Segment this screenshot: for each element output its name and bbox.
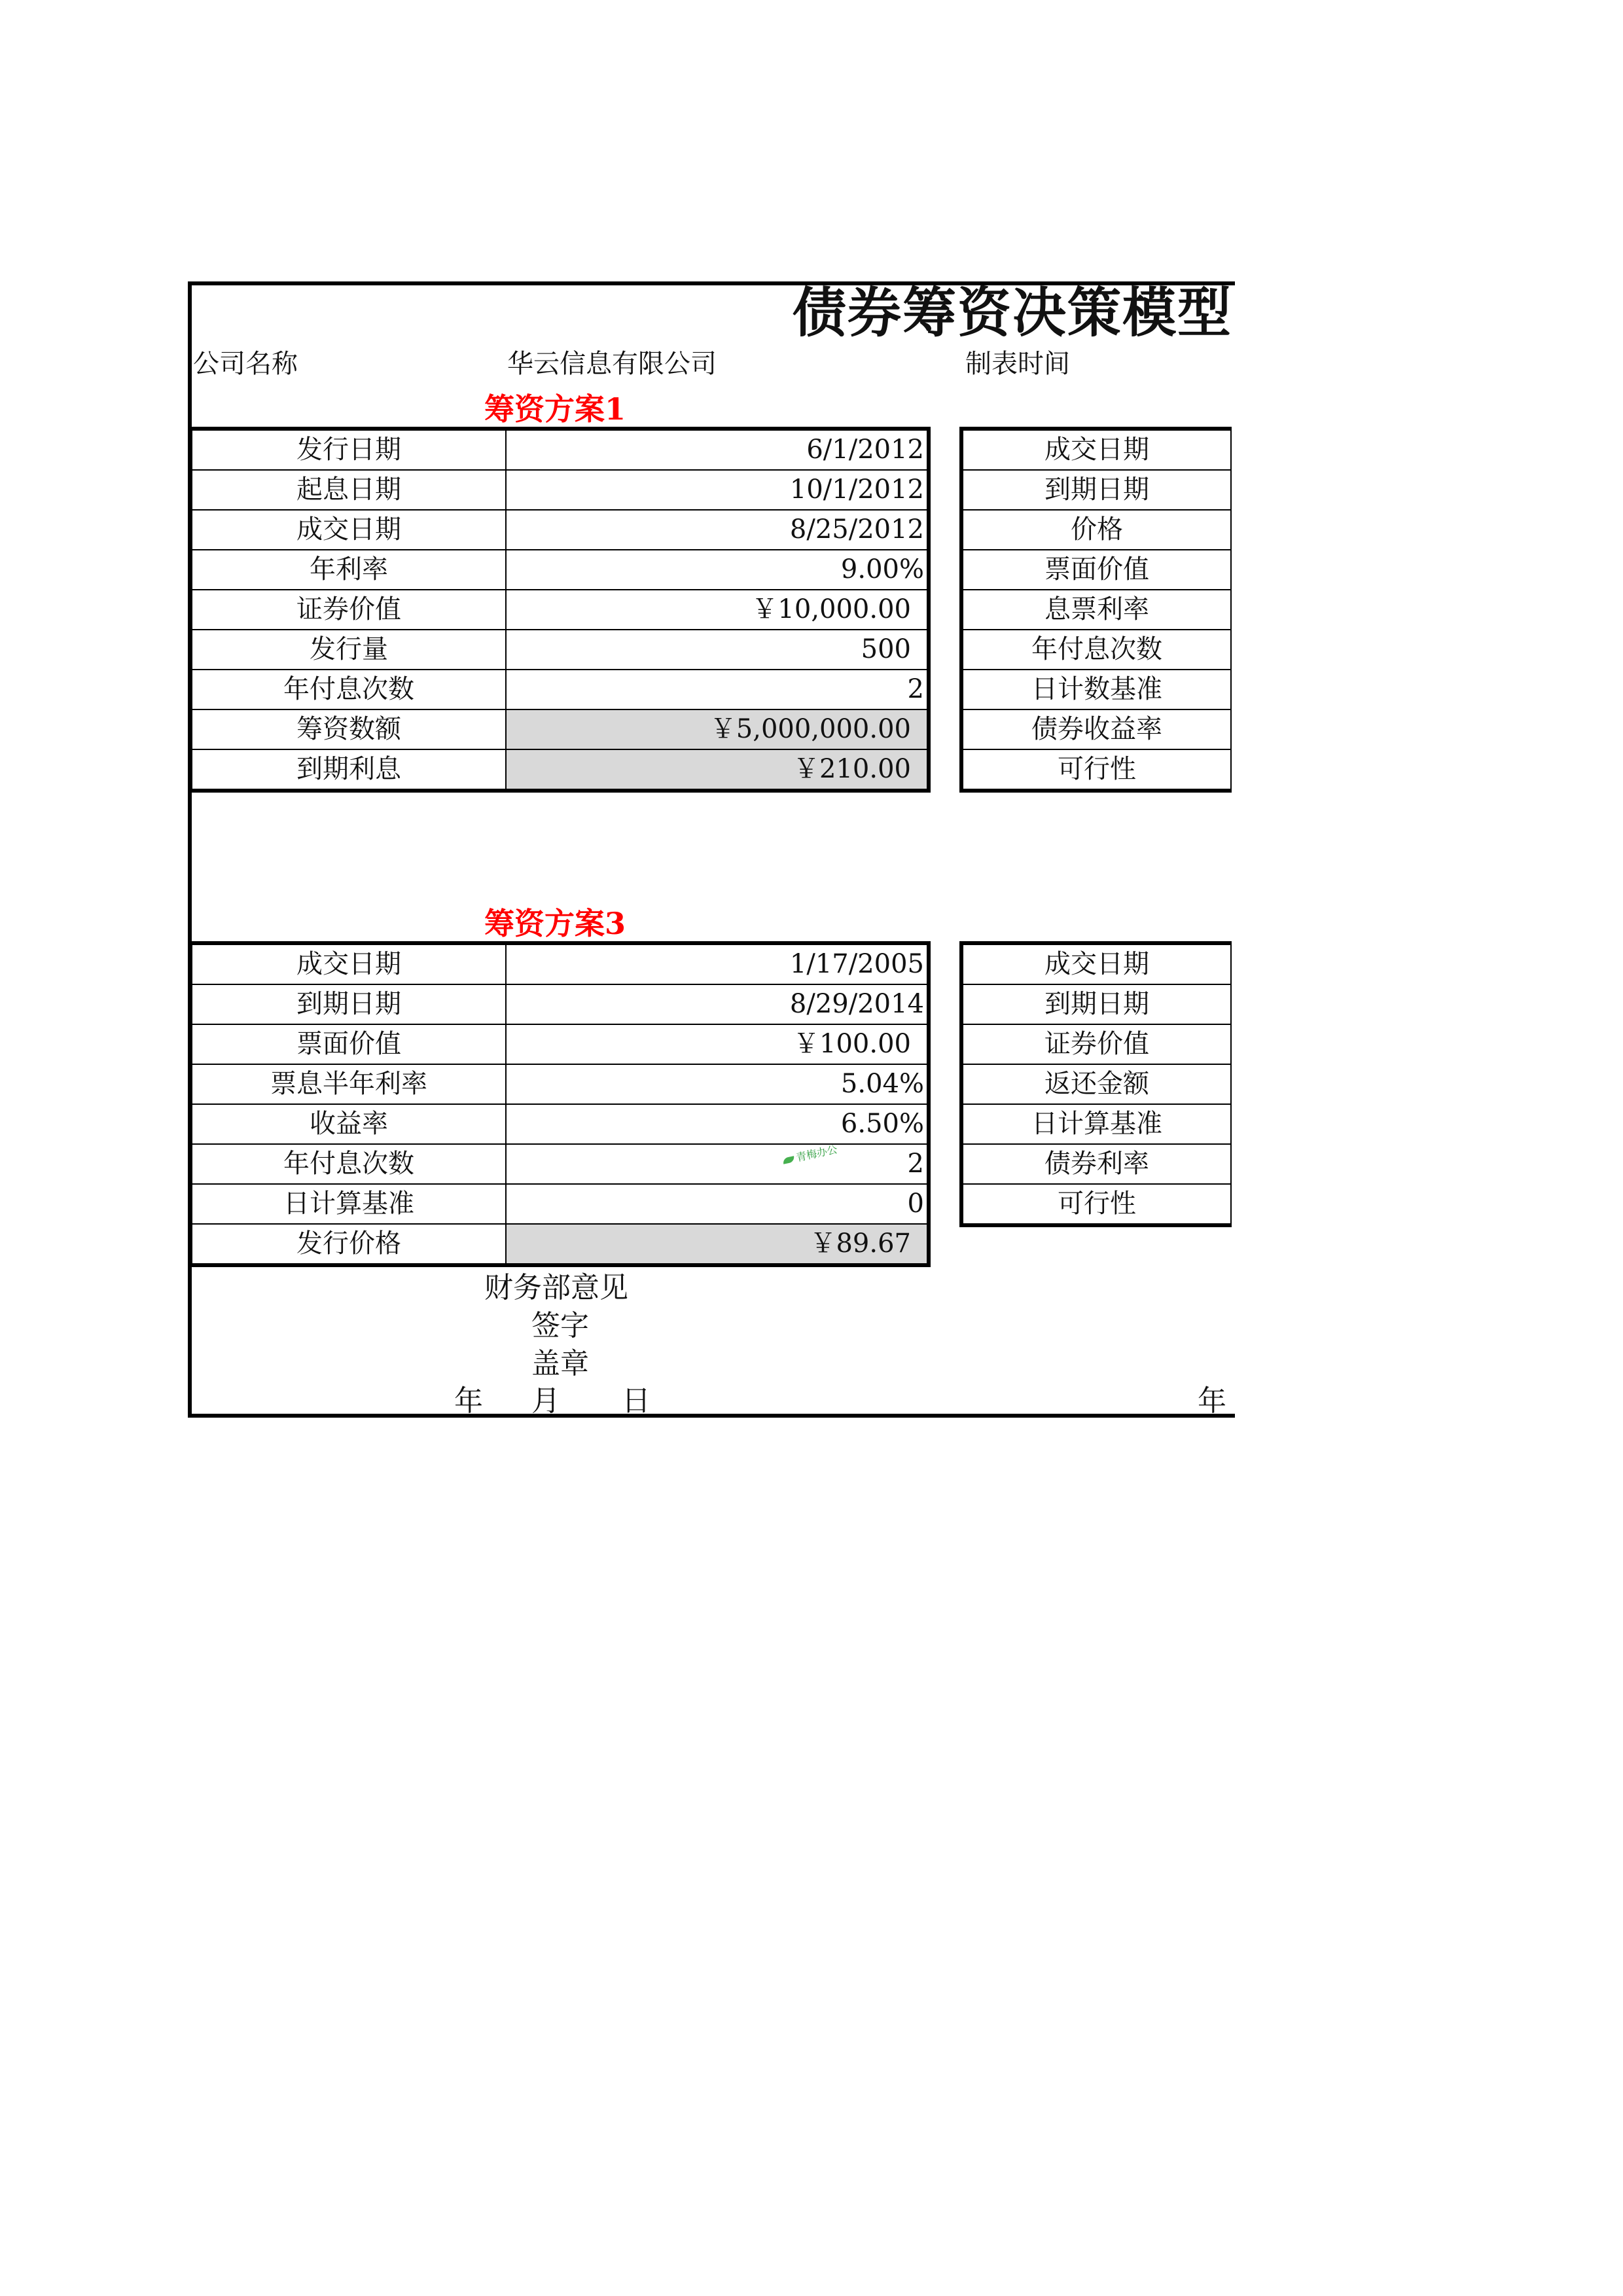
table-row bbox=[190, 1224, 929, 1265]
plan4-table bbox=[959, 941, 1232, 1227]
plan2-label: 票面价值 bbox=[961, 550, 1231, 590]
year-label: 年 bbox=[454, 1384, 483, 1418]
plan1-value[interactable]: 9.00% bbox=[506, 550, 929, 590]
opinion-label: 财务部意见 bbox=[484, 1271, 628, 1304]
company-value: 华云信息有限公司 bbox=[507, 349, 717, 379]
table-row bbox=[190, 670, 929, 709]
table-row bbox=[190, 1104, 929, 1144]
leaf-icon bbox=[782, 1156, 794, 1164]
table-row bbox=[961, 984, 1231, 1024]
plan3-table bbox=[188, 941, 931, 1267]
sign-label: 签字 bbox=[531, 1309, 589, 1342]
seal-label: 盖章 bbox=[531, 1347, 589, 1380]
plan2-label: 可行性 bbox=[961, 749, 1231, 791]
plan3-label: 年付息次数 bbox=[190, 1144, 506, 1184]
plan4-label: 成交日期 bbox=[961, 943, 1231, 984]
plan2-label: 价格 bbox=[961, 510, 1231, 550]
plan3-value[interactable]: 1/17/2005 bbox=[506, 943, 929, 984]
plan4-label: 可行性 bbox=[961, 1184, 1231, 1225]
day-label: 日 bbox=[622, 1384, 651, 1418]
plan1-label: 到期利息 bbox=[190, 749, 506, 791]
page-title: 债券筹资决策模型 bbox=[792, 281, 1232, 344]
table-row bbox=[190, 749, 929, 791]
plan2-label: 成交日期 bbox=[961, 429, 1231, 470]
table-row bbox=[961, 1144, 1231, 1184]
table-row bbox=[190, 943, 929, 984]
plan2-label: 年付息次数 bbox=[961, 630, 1231, 670]
plan1-label: 年付息次数 bbox=[190, 670, 506, 709]
table-row bbox=[190, 630, 929, 670]
plan1-result: ￥210.00 bbox=[506, 749, 929, 791]
plan3-label: 收益率 bbox=[190, 1104, 506, 1144]
month-label: 月 bbox=[531, 1384, 560, 1418]
plan3-label: 日计算基准 bbox=[190, 1184, 506, 1224]
plan2-label: 到期日期 bbox=[961, 470, 1231, 510]
table-row bbox=[190, 709, 929, 749]
plan2-label: 日计数基准 bbox=[961, 670, 1231, 709]
table-row bbox=[190, 1024, 929, 1064]
plan3-value[interactable]: 6.50% bbox=[506, 1104, 929, 1144]
table-row bbox=[961, 1184, 1231, 1225]
table-row bbox=[961, 943, 1231, 984]
table-row bbox=[961, 1024, 1231, 1064]
plan3-value[interactable]: 5.04% bbox=[506, 1064, 929, 1104]
table-row bbox=[190, 590, 929, 630]
table-row bbox=[190, 1064, 929, 1104]
plan4-label: 证券价值 bbox=[961, 1024, 1231, 1064]
year-label-right: 年 bbox=[1198, 1384, 1226, 1418]
plan4-label: 返还金额 bbox=[961, 1064, 1231, 1104]
table-row bbox=[961, 590, 1231, 630]
table-row bbox=[961, 550, 1231, 590]
plan1-value[interactable]: 10/1/2012 bbox=[506, 470, 929, 510]
plan1-label: 发行量 bbox=[190, 630, 506, 670]
plan1-value[interactable]: 8/25/2012 bbox=[506, 510, 929, 550]
table-row bbox=[961, 510, 1231, 550]
plan1-label: 筹资数额 bbox=[190, 709, 506, 749]
plan1-result: ￥5,000,000.00 bbox=[506, 709, 929, 749]
table-row bbox=[961, 749, 1231, 791]
plan3-label: 票面价值 bbox=[190, 1024, 506, 1064]
plan3-label: 成交日期 bbox=[190, 943, 506, 984]
plan1-value[interactable]: 500 bbox=[506, 630, 929, 670]
plan3-value[interactable]: 0 bbox=[506, 1184, 929, 1224]
table-row bbox=[190, 984, 929, 1024]
plan3-value[interactable]: 8/29/2014 bbox=[506, 984, 929, 1024]
plan3-heading: 筹资方案3 bbox=[484, 906, 626, 941]
plan1-label: 成交日期 bbox=[190, 510, 506, 550]
table-row bbox=[961, 709, 1231, 749]
plan2-label: 息票利率 bbox=[961, 590, 1231, 630]
plan3-label: 发行价格 bbox=[190, 1224, 506, 1265]
plan3-label: 到期日期 bbox=[190, 984, 506, 1024]
plan3-label: 票息半年利率 bbox=[190, 1064, 506, 1104]
plan1-label: 年利率 bbox=[190, 550, 506, 590]
plan3-result: ￥89.67 bbox=[506, 1224, 929, 1265]
plan1-label: 起息日期 bbox=[190, 470, 506, 510]
plan3-value[interactable]: ￥100.00 bbox=[506, 1024, 929, 1064]
table-row bbox=[961, 670, 1231, 709]
plan4-label: 到期日期 bbox=[961, 984, 1231, 1024]
plan4-label: 日计算基准 bbox=[961, 1104, 1231, 1144]
company-label: 公司名称 bbox=[193, 349, 298, 379]
watermark: 青梅办公 bbox=[781, 1141, 839, 1167]
plan1-table bbox=[188, 427, 931, 793]
plan3-value[interactable]: 2 bbox=[506, 1144, 929, 1184]
table-row bbox=[961, 470, 1231, 510]
plan4-label: 债券利率 bbox=[961, 1144, 1231, 1184]
table-row bbox=[190, 510, 929, 550]
plan1-label: 证券价值 bbox=[190, 590, 506, 630]
date-label: 制表时间 bbox=[965, 349, 1070, 379]
table-row bbox=[961, 630, 1231, 670]
table-row bbox=[961, 1064, 1231, 1104]
plan1-label: 发行日期 bbox=[190, 429, 506, 470]
plan1-value[interactable]: ￥10,000.00 bbox=[506, 590, 929, 630]
plan2-label: 债券收益率 bbox=[961, 709, 1231, 749]
table-row bbox=[190, 1184, 929, 1224]
table-row bbox=[190, 470, 929, 510]
table-row bbox=[961, 429, 1231, 470]
plan2-table bbox=[959, 427, 1232, 793]
plan1-value[interactable]: 2 bbox=[506, 670, 929, 709]
plan1-heading: 筹资方案1 bbox=[484, 391, 626, 427]
table-row bbox=[190, 429, 929, 470]
plan1-value[interactable]: 6/1/2012 bbox=[506, 429, 929, 470]
table-row bbox=[961, 1104, 1231, 1144]
table-row bbox=[190, 550, 929, 590]
